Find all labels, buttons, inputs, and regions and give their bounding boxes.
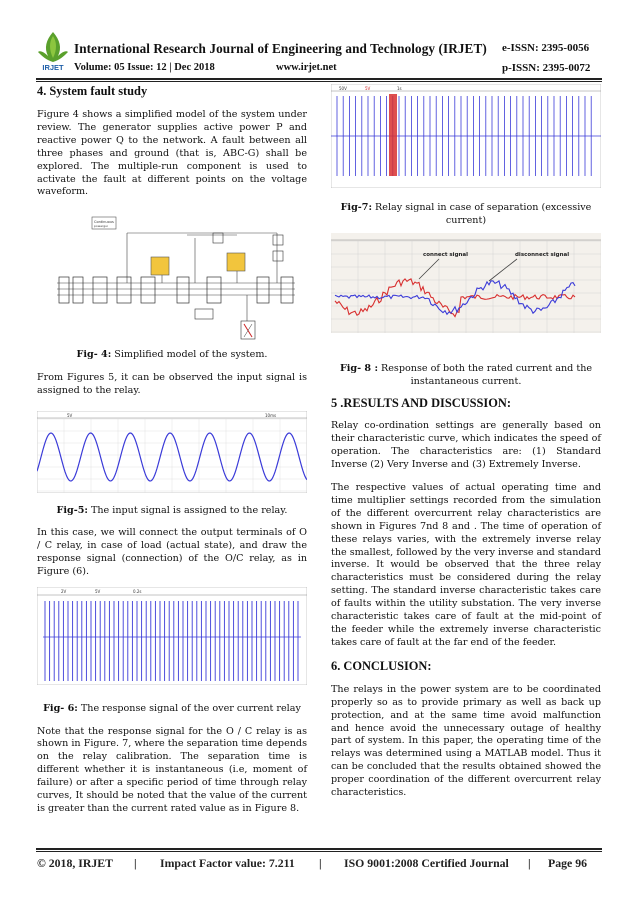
footer-impact-factor: Impact Factor value: 7.211: [160, 856, 295, 870]
right-column: [331, 84, 601, 800]
figure-4-diagram: [37, 213, 307, 343]
section-4-paragraph: Figure 4 shows a simplified model of the system under review. The generator supplies active power P and reactive power Q to the network. A fault between all three phases and ground (that is, ABC-G) shall be explored. The multiple-run component is used to activate the fault at different points on the voltage waveform.: [37, 109, 307, 198]
figure-8-current-response: [331, 233, 601, 333]
figure-8-caption: Fig- 8 : Response of both the rated current and the instantaneous current.: [339, 363, 593, 387]
svg-text:5V: 5V: [95, 588, 101, 594]
figure-5-input-signal: [37, 411, 307, 493]
svg-text:connect signal: connect signal: [423, 252, 469, 259]
e-issn: e-ISSN: 2395-0056: [502, 42, 590, 54]
footer-rule: [36, 848, 602, 850]
website-link[interactable]: www.irjet.net: [276, 62, 337, 73]
svg-text:2V: 2V: [61, 588, 67, 594]
section-5-paragraph-2: The respective values of actual operating time and time multiplier settings recorded from the simulation of the different overcurrent relay characteristics are shown in Figures 7nd 8 and . The time of operation of these relays varies, with the extremely inverse relay the smallest, followed by the very inverse and standard inverse. It would be observed that the three relay characteristics must be considered during the relay setting. The standard inverse characteristic takes care of faults within the utility substation. The very inverse characteristic takes care of fault at the mid-point of the feeder while the extremely inverse characteristic takes care of fault at the far end of the feeder.: [331, 482, 601, 648]
figure-5-caption: Fig-5: The input signal is assigned to the relay.: [56, 504, 288, 516]
footer-rule-thin: [36, 851, 602, 852]
figure-7-caption: Fig-7: Relay signal in case of separation (excessive current): [340, 202, 592, 226]
svg-text:IRJET: IRJET: [42, 63, 64, 72]
footer-page-number: Page 96: [548, 856, 587, 870]
header-rule: [36, 78, 602, 80]
footer-copyright: © 2018, IRJET: [37, 856, 113, 870]
svg-text:50V: 50V: [339, 86, 347, 91]
section-5-title: 5 .RESULTS AND DISCUSSION:: [331, 396, 511, 411]
figure-7-scope: [331, 84, 601, 188]
left-column: [37, 84, 307, 816]
figure-7-relay-separation: [331, 84, 601, 188]
figure-6-caption: Fig- 6: The response signal of the over current relay: [43, 702, 301, 714]
paragraph-fig6-intro: In this case, we will connect the output terminals of O / C relay, in case of load (actual state), and draw the response signal (connection) of the O/C relay, as in Figure (6).: [37, 527, 307, 578]
fig4-block-sub: powergui: [94, 224, 108, 229]
paragraph-fig5-intro: From Figures 5, it can be observed the input signal is assigned to the relay.: [37, 371, 307, 396]
footer-sep-2: |: [319, 856, 322, 870]
irjet-logo-icon: [36, 30, 70, 72]
footer-sep-1: |: [134, 856, 137, 870]
section-6-title: 6. CONCLUSION:: [331, 658, 432, 673]
figure-4-caption: Fig- 4: Simplified model of the system.: [76, 349, 268, 361]
svg-text:disconnect signal: disconnect signal: [515, 252, 570, 259]
svg-text:10ms: 10ms: [265, 412, 277, 418]
volume-info: Volume: 05 Issue: 12 | Dec 2018: [74, 62, 215, 73]
header-rule-thin: [36, 81, 602, 82]
figure-6-scope: [37, 587, 307, 685]
section-5-paragraph-1: Relay co-ordination settings are generally based on their characteristic curve, which indicates the speed of operation. The characteristics are: (1) Standard Inverse (2) Very Inverse and (3) Extremely Inverse.: [331, 420, 601, 471]
figure-6-relay-response: [37, 587, 307, 685]
section-4-title: 4. System fault study: [37, 84, 148, 98]
journal-title: International Research Journal of Engineering and Technology (IRJET): [74, 41, 487, 56]
section-6-paragraph: The relays in the power system are to be coordinated properly so as to provide primary as well as back up protection, and at the same time avoid malfunction and hence avoid the unnecessary outage of healthy part of system. In this paper, the operating time of the relays was determined using a MATLAB model. Thus it can be concluded that the results obtained showed the proper coordination of the different overcurrent relay characteristics.: [331, 683, 601, 799]
svg-text:1s: 1s: [397, 86, 402, 91]
paragraph-note: Note that the response signal for the O / C relay is as shown in Figure. 7, where the separation time depends on the relay calibration. The separation time is different whether it is instantaneous (i.e, moment of failure) or after a specific period of time through relay curves, It should be noted that the value of the current is greater than the current rated value as in Figure 8.: [37, 725, 307, 814]
fig4-block-label: Continuous: [94, 220, 114, 225]
relay-block-1: [151, 257, 169, 275]
footer-sep-3: |: [528, 856, 531, 870]
page-header: [0, 0, 638, 80]
p-issn: p-ISSN: 2395-0072: [502, 62, 591, 74]
relay-block-2: [227, 253, 245, 271]
figure-8-scope: [331, 233, 601, 333]
figure-5-scope: [37, 411, 307, 493]
svg-text:5V: 5V: [67, 412, 73, 418]
figure-4-simulink-model: [37, 213, 307, 343]
footer-iso: ISO 9001:2008 Certified Journal: [344, 856, 509, 870]
svg-text:5V: 5V: [365, 86, 371, 91]
svg-text:0.2s: 0.2s: [133, 588, 142, 594]
